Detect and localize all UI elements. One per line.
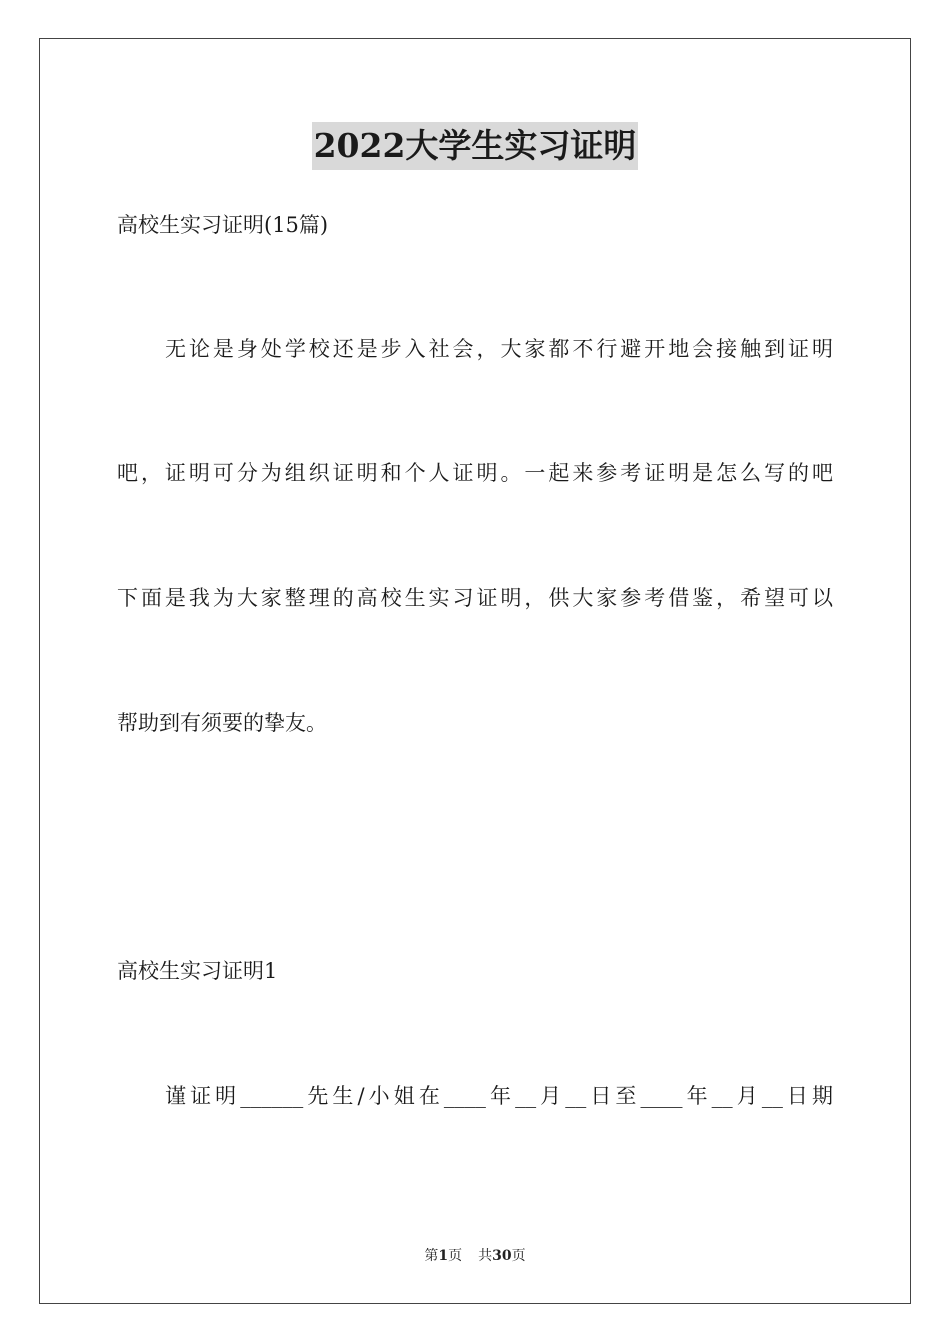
document-subtitle: 高校生实习证明(15篇): [117, 213, 329, 237]
certificate-line: 谨证明______先生/小姐在____年__月__日至____年__月__日期: [165, 1084, 833, 1108]
footer-total-prefix: 共: [478, 1248, 493, 1264]
paragraph-line-2: 吧，证明可分为组织证明和个人证明。一起来参考证明是怎么写的吧: [117, 461, 833, 485]
page-footer: [0, 1246, 950, 1266]
footer-page-number: 1: [438, 1248, 449, 1264]
document-title: 2022大学生实习证明: [312, 122, 639, 170]
paragraph-line-3: 下面是我为大家整理的高校生实习证明，供大家参考借鉴，希望可以: [117, 586, 833, 610]
section-heading: 高校生实习证明1: [117, 959, 278, 983]
footer-page-suffix: 页: [448, 1248, 463, 1264]
footer-page-prefix: 第: [424, 1248, 439, 1264]
paragraph-line-1: 无论是身处学校还是步入社会，大家都不行避开地会接触到证明: [165, 337, 833, 361]
title-container: [0, 122, 950, 170]
footer-total-pages: 30: [492, 1248, 512, 1264]
footer-total-suffix: 页: [511, 1248, 526, 1264]
paragraph-line-4: 帮助到有须要的挚友。: [117, 711, 327, 735]
